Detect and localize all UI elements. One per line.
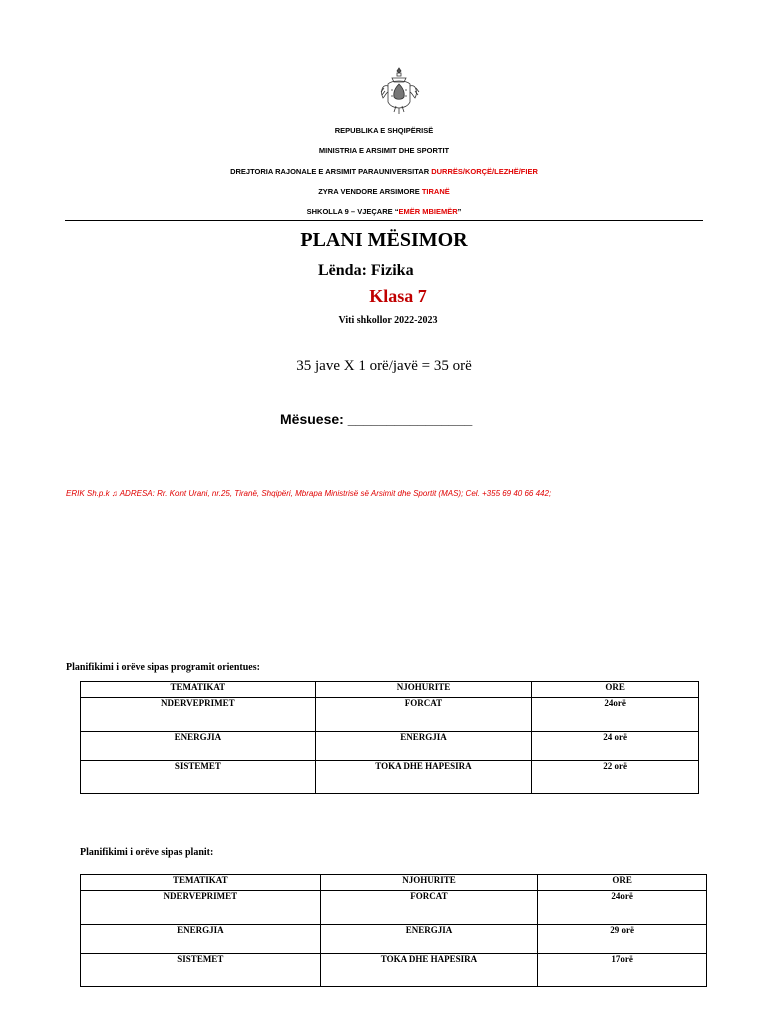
program-hours-table xyxy=(80,681,699,794)
cell-njohurite: FORCAT xyxy=(315,698,532,732)
cell-njohurite: ENERGJIA xyxy=(315,732,532,761)
column-header-ore: ORE xyxy=(532,682,699,698)
cell-tematikat: SISTEMET xyxy=(81,761,316,794)
cell-ore: 24orë xyxy=(538,891,707,925)
cell-ore: 24orë xyxy=(532,698,699,732)
school-name: EMËR MBIEMËR xyxy=(398,207,458,216)
teacher-field: Mësuese: ________________ xyxy=(280,411,473,427)
cell-ore: 24 orë xyxy=(532,732,699,761)
cell-ore: 29 orë xyxy=(538,925,707,954)
column-header-tematikat: TEMATIKAT xyxy=(81,875,321,891)
column-header-njohurite: NJOHURITE xyxy=(315,682,532,698)
cell-njohurite: FORCAT xyxy=(320,891,538,925)
plan-table-caption: Planifikimi i orëve sipas planit: xyxy=(80,847,214,858)
school-heading xyxy=(0,207,768,216)
cell-tematikat: SISTEMET xyxy=(81,954,321,987)
cell-tematikat: ENERGJIA xyxy=(81,732,316,761)
directorate-label: DREJTORIA RAJONALE E ARSIMIT PARAUNIVERSITAR xyxy=(230,167,432,176)
column-header-njohurite: NJOHURITE xyxy=(320,875,538,891)
cell-tematikat: NDERVEPRIMET xyxy=(81,698,316,732)
school-year: Viti shkollor 2022-2023 xyxy=(338,315,438,326)
table-row xyxy=(81,732,699,761)
cell-ore: 17orë xyxy=(538,954,707,987)
table-row xyxy=(81,698,699,732)
program-table-caption: Planifikimi i orëve sipas programit orientues: xyxy=(66,662,260,673)
albanian-eagle-emblem-icon xyxy=(378,66,420,118)
cell-njohurite: TOKA DHE HAPESIRA xyxy=(315,761,532,794)
directorate-cities: DURRËS/KORÇË/LEZHË/FIER xyxy=(431,167,538,176)
school-quote-close: ” xyxy=(457,207,462,216)
header-divider xyxy=(65,220,703,221)
republic-heading: REPUBLIKA E SHQIPËRISË xyxy=(334,126,434,135)
ministry-heading: MINISTRIA E ARSIMIT DHE SPORTIT xyxy=(318,146,450,155)
cell-tematikat: ENERGJIA xyxy=(81,925,321,954)
office-heading xyxy=(0,187,768,196)
subject-label: Lënda: Fizika xyxy=(318,262,414,279)
hours-formula: 35 jave X 1 orë/javë = 35 orë xyxy=(296,358,472,374)
directorate-heading xyxy=(0,167,768,176)
table-row xyxy=(81,891,707,925)
office-label: ZYRA VENDORE ARSIMORE xyxy=(318,187,422,196)
column-header-ore: ORE xyxy=(538,875,707,891)
table-row xyxy=(81,761,699,794)
cell-njohurite: TOKA DHE HAPESIRA xyxy=(320,954,538,987)
cell-njohurite: ENERGJIA xyxy=(320,925,538,954)
table-row xyxy=(81,954,707,987)
office-city: TIRANË xyxy=(421,187,450,196)
grade-label: Klasa 7 xyxy=(369,286,427,306)
column-header-tematikat: TEMATIKAT xyxy=(81,682,316,698)
table-row xyxy=(81,925,707,954)
cell-ore: 22 orë xyxy=(532,761,699,794)
school-label: SHKOLLA 9 – VJEÇARE “ xyxy=(306,207,399,216)
company-address: ERIK Sh.p.k ♫ ADRESA: Rr. Kont Urani, nr.25, Tiranë, Shqipëri, Mbrapa Ministrisë së Arsimit dhe Sportit (MAS); Cel. +355 69 40 66 442; xyxy=(66,489,552,498)
page-title: PLANI MËSIMOR xyxy=(300,229,468,251)
plan-hours-table xyxy=(80,874,707,987)
table-header-row xyxy=(81,875,707,891)
table-header-row xyxy=(81,682,699,698)
cell-tematikat: NDERVEPRIMET xyxy=(81,891,321,925)
